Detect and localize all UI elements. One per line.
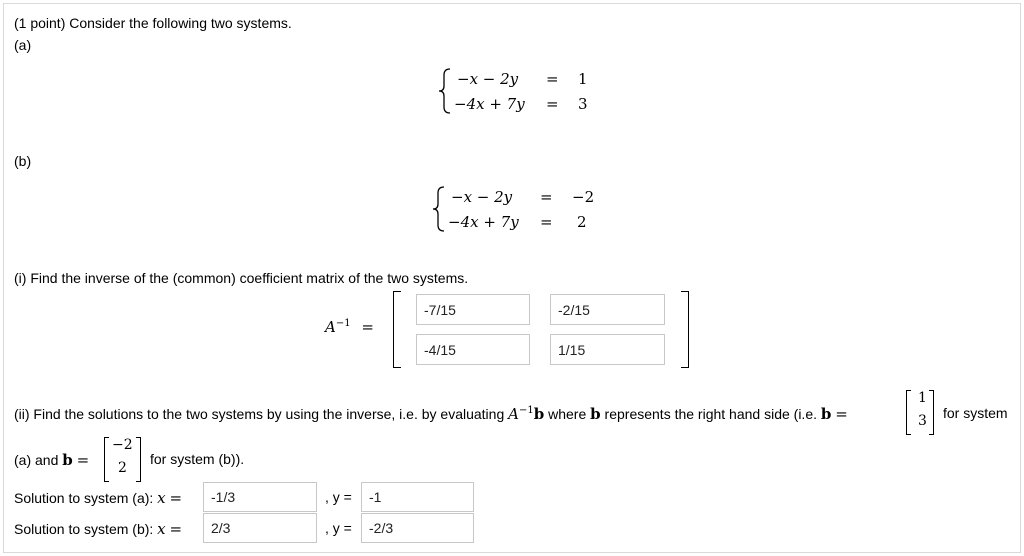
inverse-a22-input[interactable] (550, 334, 665, 365)
system-a-eq2-lhs: −4x + 7y (454, 95, 525, 113)
question-ii-line2-suffix: for system (b)). (150, 451, 245, 467)
system-a-eq1-equals: = (546, 70, 559, 88)
solution-a-y-input[interactable] (361, 482, 474, 512)
part-a-label: (a) (14, 37, 32, 53)
part-b-label: (b) (14, 153, 32, 169)
system-b-eq2-lhs: −4x + 7y (448, 213, 519, 231)
solution-b-y-label: , y = (325, 520, 352, 536)
question-ii-text: (ii) Find the solutions to the two systems by using the inverse, i.e. by evaluating $A^{-1}b$ where b represents the right hand side (i.e. b = (14, 405, 848, 423)
vector-a-left-bracket (906, 390, 911, 435)
solution-a-x-input[interactable] (203, 482, 317, 512)
question-ii-for-system: for system (943, 405, 1008, 421)
inverse-a12-input[interactable] (550, 294, 665, 325)
inverse-a11-input[interactable] (416, 294, 530, 325)
system-a-eq2-equals: = (546, 95, 559, 113)
system-b-eq1-lhs: −x − 2y (451, 188, 513, 206)
vector-b-bottom: 2 (118, 460, 127, 476)
left-brace-icon (438, 68, 452, 114)
system-a-eq2-rhs: 3 (578, 95, 588, 113)
system-b-eq2-rhs: 2 (577, 213, 587, 231)
system-a-eq1-rhs: 1 (578, 70, 588, 88)
system-b-eq1-equals: = (540, 188, 553, 206)
system-b-eq1-rhs: −2 (572, 188, 595, 206)
matrix-left-bracket (393, 291, 401, 368)
problem-header: (1 point) Consider the following two systems. (14, 15, 292, 31)
solution-b-x-input[interactable] (203, 513, 317, 543)
left-brace-icon (432, 186, 446, 232)
system-b-eq2-equals: = (540, 213, 553, 231)
inverse-a21-input[interactable] (416, 334, 530, 365)
question-i: (i) Find the inverse of the (common) coefficient matrix of the two systems. (14, 270, 469, 286)
solution-a-y-label: , y = (325, 489, 352, 505)
system-a-eq1-lhs: −x − 2y (457, 70, 519, 88)
matrix-right-bracket (681, 291, 689, 368)
vector-b-right-bracket (136, 437, 141, 482)
solution-b-y-input[interactable] (361, 513, 474, 543)
vector-a-top: 1 (918, 390, 927, 406)
vector-b-top: −2 (112, 437, 133, 453)
vector-a-right-bracket (929, 390, 934, 435)
vector-a-bottom: 3 (918, 413, 927, 429)
solution-a-label: Solution to system (a): x = (14, 489, 183, 507)
vector-b-left-bracket (104, 437, 109, 482)
solution-b-label: Solution to system (b): x = (14, 520, 183, 538)
question-ii-line2-prefix: (a) and b = (14, 451, 90, 469)
inverse-matrix-label: $A^{-1}$ = (325, 318, 374, 336)
